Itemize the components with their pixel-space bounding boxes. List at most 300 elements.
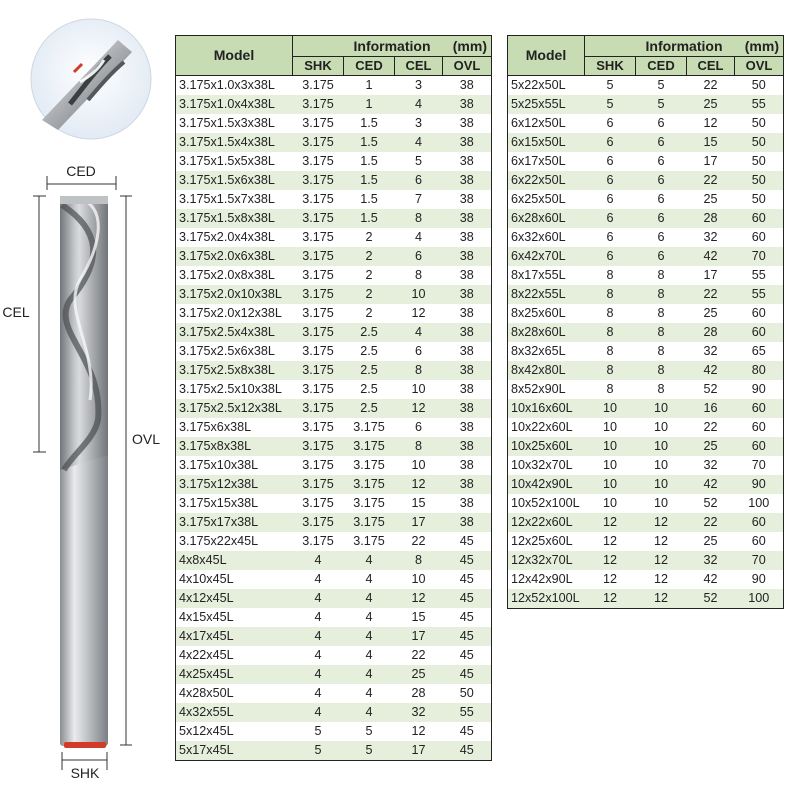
model-cell: 4x12x45L: [176, 589, 293, 608]
shk-cell: 12: [585, 570, 636, 589]
table-row: [176, 418, 492, 437]
ovl-cell: 38: [443, 209, 492, 228]
cel-cell: 7: [395, 190, 443, 209]
cel-cell: 12: [395, 304, 443, 323]
cel-cell: 8: [395, 437, 443, 456]
shk-column-header: SHK: [293, 57, 344, 76]
ced-cell: 4: [344, 570, 395, 589]
information-title: Information: [353, 38, 431, 54]
table-row: [176, 323, 492, 342]
end-mill-body: [60, 196, 108, 748]
table-row: [176, 627, 492, 646]
model-header: Model: [508, 36, 585, 76]
table-row: [176, 133, 492, 152]
cel-label: CEL: [2, 304, 30, 320]
ced-cell: 2: [344, 304, 395, 323]
cel-cell: 25: [687, 437, 735, 456]
ced-cell: 6: [636, 228, 687, 247]
table-row: [176, 665, 492, 684]
table-row: [176, 95, 492, 114]
ced-cell: 10: [636, 456, 687, 475]
unit-label: (mm): [452, 38, 487, 54]
table-row: [176, 570, 492, 589]
ced-dimension: [47, 163, 116, 190]
ovl-cell: 38: [443, 133, 492, 152]
table-row: [176, 589, 492, 608]
cel-cell: 42: [687, 570, 735, 589]
ced-cell: 8: [636, 266, 687, 285]
table-row: [508, 95, 784, 114]
cel-cell: 42: [687, 475, 735, 494]
ced-cell: 8: [636, 380, 687, 399]
table-row: [176, 266, 492, 285]
cel-cell: 10: [395, 570, 443, 589]
ced-cell: 3.175: [344, 494, 395, 513]
cel-cell: 4: [395, 228, 443, 247]
table-row: [176, 285, 492, 304]
table-row: [508, 342, 784, 361]
model-cell: 3.175x2.0x6x38L: [176, 247, 293, 266]
ovl-cell: 90: [735, 380, 784, 399]
model-cell: 5x17x45L: [176, 741, 293, 761]
cel-cell: 6: [395, 342, 443, 361]
cel-cell: 22: [687, 513, 735, 532]
table-row: [176, 646, 492, 665]
model-cell: 12x32x70L: [508, 551, 585, 570]
ced-cell: 3.175: [344, 475, 395, 494]
model-cell: 3.175x2.0x8x38L: [176, 266, 293, 285]
ovl-cell: 50: [735, 190, 784, 209]
cel-cell: 32: [687, 456, 735, 475]
table-row: [176, 399, 492, 418]
cel-cell: 52: [687, 494, 735, 513]
table-row: [176, 361, 492, 380]
information-header: [293, 36, 492, 57]
cel-cell: 32: [395, 703, 443, 722]
ced-cell: 1: [344, 95, 395, 114]
model-cell: 3.175x22x45L: [176, 532, 293, 551]
cel-cell: 16: [687, 399, 735, 418]
table-row: [508, 589, 784, 609]
ovl-cell: 45: [443, 722, 492, 741]
cel-cell: 22: [395, 646, 443, 665]
ced-cell: 8: [636, 342, 687, 361]
ced-label: CED: [66, 163, 96, 179]
ovl-cell: 45: [443, 741, 492, 761]
shk-cell: 4: [293, 608, 344, 627]
ovl-cell: 60: [735, 532, 784, 551]
table-row: [176, 437, 492, 456]
model-cell: 12x42x90L: [508, 570, 585, 589]
table-row: [508, 456, 784, 475]
table-row: [508, 323, 784, 342]
shk-cell: 8: [585, 323, 636, 342]
model-cell: 8x42x80L: [508, 361, 585, 380]
ced-cell: 10: [636, 475, 687, 494]
model-cell: 4x32x55L: [176, 703, 293, 722]
ced-cell: 6: [636, 209, 687, 228]
table-row: [508, 266, 784, 285]
ced-cell: 5: [636, 95, 687, 114]
shk-cell: 6: [585, 171, 636, 190]
shk-cell: 3.175: [293, 171, 344, 190]
model-cell: 3.175x10x38L: [176, 456, 293, 475]
ced-cell: 6: [636, 171, 687, 190]
model-cell: 5x12x45L: [176, 722, 293, 741]
ced-cell: 3.175: [344, 532, 395, 551]
table-row: [176, 741, 492, 761]
model-cell: 3.175x8x38L: [176, 437, 293, 456]
cel-cell: 6: [395, 418, 443, 437]
cel-column-header: CEL: [395, 57, 443, 76]
table-row: [176, 684, 492, 703]
model-cell: 5x22x50L: [508, 76, 585, 96]
ced-cell: 6: [636, 152, 687, 171]
cel-cell: 22: [687, 171, 735, 190]
ovl-cell: 55: [735, 285, 784, 304]
shk-cell: 6: [585, 152, 636, 171]
ced-cell: 5: [344, 741, 395, 761]
model-cell: 6x12x50L: [508, 114, 585, 133]
shk-cell: 3.175: [293, 399, 344, 418]
ovl-cell: 38: [443, 361, 492, 380]
cel-cell: 22: [687, 285, 735, 304]
shk-cell: 4: [293, 665, 344, 684]
shk-cell: 3.175: [293, 152, 344, 171]
shk-cell: 3.175: [293, 380, 344, 399]
table-row: [508, 152, 784, 171]
model-cell: 3.175x2.5x4x38L: [176, 323, 293, 342]
shk-cell: 3.175: [293, 190, 344, 209]
ovl-cell: 38: [443, 266, 492, 285]
ovl-cell: 60: [735, 513, 784, 532]
cel-cell: 32: [687, 551, 735, 570]
model-cell: 4x25x45L: [176, 665, 293, 684]
table-row: [176, 228, 492, 247]
ced-cell: 2.5: [344, 399, 395, 418]
cel-cell: 15: [395, 494, 443, 513]
ovl-cell: 38: [443, 342, 492, 361]
model-cell: 3.175x2.5x12x38L: [176, 399, 293, 418]
ced-cell: 4: [344, 703, 395, 722]
ced-cell: 1.5: [344, 171, 395, 190]
ovl-cell: 45: [443, 589, 492, 608]
shk-cell: 8: [585, 361, 636, 380]
ovl-label: OVL: [131, 431, 161, 447]
model-cell: 4x10x45L: [176, 570, 293, 589]
table-row: [508, 133, 784, 152]
model-cell: 8x22x55L: [508, 285, 585, 304]
table-row: [176, 608, 492, 627]
ced-cell: 4: [344, 665, 395, 684]
shk-cell: 6: [585, 190, 636, 209]
model-cell: 8x25x60L: [508, 304, 585, 323]
shk-cell: 6: [585, 114, 636, 133]
cel-cell: 12: [395, 399, 443, 418]
ovl-cell: 60: [735, 437, 784, 456]
shk-cell: 12: [585, 532, 636, 551]
model-cell: 3.175x1.0x4x38L: [176, 95, 293, 114]
cel-cell: 4: [395, 95, 443, 114]
ovl-cell: 38: [443, 456, 492, 475]
shk-cell: 4: [293, 570, 344, 589]
ovl-cell: 60: [735, 304, 784, 323]
table-row: [176, 551, 492, 570]
cel-cell: 5: [395, 152, 443, 171]
model-cell: 6x32x60L: [508, 228, 585, 247]
cel-cell: 22: [687, 76, 735, 96]
table-row: [508, 304, 784, 323]
ced-cell: 2: [344, 285, 395, 304]
ovl-cell: 45: [443, 570, 492, 589]
cel-cell: 4: [395, 323, 443, 342]
table-row: [176, 380, 492, 399]
cel-cell: 17: [395, 513, 443, 532]
ovl-cell: 38: [443, 171, 492, 190]
shk-cell: 3.175: [293, 532, 344, 551]
ced-cell: 8: [636, 304, 687, 323]
table-row: [508, 532, 784, 551]
shk-cell: 10: [585, 475, 636, 494]
model-cell: 6x28x60L: [508, 209, 585, 228]
model-cell: 6x15x50L: [508, 133, 585, 152]
model-cell: 8x32x65L: [508, 342, 585, 361]
shk-cell: 3.175: [293, 285, 344, 304]
ced-cell: 3.175: [344, 456, 395, 475]
ced-cell: 1.5: [344, 190, 395, 209]
ced-cell: 8: [636, 285, 687, 304]
table-row: [508, 190, 784, 209]
ced-cell: 1.5: [344, 152, 395, 171]
shk-cell: 10: [585, 456, 636, 475]
cel-cell: 12: [687, 114, 735, 133]
shk-cell: 10: [585, 399, 636, 418]
ced-cell: 10: [636, 437, 687, 456]
ced-cell: 2: [344, 247, 395, 266]
model-cell: 4x15x45L: [176, 608, 293, 627]
ovl-cell: 38: [443, 285, 492, 304]
cel-cell: 6: [395, 247, 443, 266]
model-cell: 3.175x2.5x8x38L: [176, 361, 293, 380]
ced-cell: 2.5: [344, 323, 395, 342]
ced-cell: 10: [636, 418, 687, 437]
shk-cell: 5: [293, 722, 344, 741]
table-row: [508, 76, 784, 96]
table-row: [176, 513, 492, 532]
cel-cell: 25: [687, 95, 735, 114]
ced-cell: 6: [636, 247, 687, 266]
ced-cell: 12: [636, 532, 687, 551]
ced-cell: 6: [636, 114, 687, 133]
model-cell: 6x25x50L: [508, 190, 585, 209]
table-row: [176, 722, 492, 741]
unit-label: (mm): [744, 38, 779, 54]
cel-cell: 28: [687, 323, 735, 342]
ovl-cell: 100: [735, 494, 784, 513]
table-row: [508, 114, 784, 133]
table-row: [176, 494, 492, 513]
model-cell: 3.175x1.5x8x38L: [176, 209, 293, 228]
cel-cell: 17: [687, 152, 735, 171]
cel-cell: 52: [687, 380, 735, 399]
ovl-cell: 38: [443, 76, 492, 96]
spec-table-right: [507, 35, 784, 609]
ced-cell: 10: [636, 494, 687, 513]
model-cell: 10x32x70L: [508, 456, 585, 475]
information-title: Information: [645, 38, 723, 54]
model-cell: 3.175x2.0x4x38L: [176, 228, 293, 247]
shk-cell: 3.175: [293, 418, 344, 437]
model-cell: 3.175x6x38L: [176, 418, 293, 437]
model-cell: 10x25x60L: [508, 437, 585, 456]
model-cell: 10x42x90L: [508, 475, 585, 494]
shk-cell: 8: [585, 380, 636, 399]
ovl-cell: 38: [443, 380, 492, 399]
shk-cell: 6: [585, 228, 636, 247]
table-row: [176, 532, 492, 551]
table-row: [508, 285, 784, 304]
ced-cell: 2.5: [344, 342, 395, 361]
shk-cell: 3.175: [293, 133, 344, 152]
model-cell: 10x16x60L: [508, 399, 585, 418]
ced-cell: 8: [636, 361, 687, 380]
shk-cell: 8: [585, 285, 636, 304]
model-cell: 8x28x60L: [508, 323, 585, 342]
ced-column-header: CED: [636, 57, 687, 76]
table-row: [176, 171, 492, 190]
ovl-cell: 38: [443, 494, 492, 513]
ovl-cell: 50: [735, 171, 784, 190]
shk-cell: 8: [585, 266, 636, 285]
ovl-cell: 70: [735, 247, 784, 266]
ovl-cell: 70: [735, 456, 784, 475]
cel-cell: 8: [395, 361, 443, 380]
cel-cell: 22: [687, 418, 735, 437]
shk-cell: 3.175: [293, 475, 344, 494]
model-cell: 12x52x100L: [508, 589, 585, 609]
ced-cell: 3.175: [344, 437, 395, 456]
cel-cell: 32: [687, 228, 735, 247]
shk-cell: 4: [293, 589, 344, 608]
table-row: [176, 475, 492, 494]
ovl-cell: 50: [735, 114, 784, 133]
ced-cell: 4: [344, 646, 395, 665]
shk-cell: 5: [585, 95, 636, 114]
cel-cell: 32: [687, 342, 735, 361]
cel-cell: 10: [395, 285, 443, 304]
ovl-cell: 38: [443, 323, 492, 342]
ced-cell: 1.5: [344, 133, 395, 152]
ovl-cell: 60: [735, 418, 784, 437]
ced-cell: 2.5: [344, 361, 395, 380]
ovl-cell: 45: [443, 646, 492, 665]
ced-cell: 4: [344, 551, 395, 570]
ced-cell: 8: [636, 323, 687, 342]
shk-cell: 3.175: [293, 95, 344, 114]
cel-cell: 42: [687, 361, 735, 380]
cel-cell: 17: [395, 741, 443, 761]
ovl-cell: 55: [735, 95, 784, 114]
shk-column-header: SHK: [585, 57, 636, 76]
model-cell: 4x8x45L: [176, 551, 293, 570]
ovl-cell: 38: [443, 190, 492, 209]
ovl-cell: 100: [735, 589, 784, 609]
model-cell: 3.175x2.5x10x38L: [176, 380, 293, 399]
cel-cell: 12: [395, 475, 443, 494]
ovl-dimension: [120, 196, 160, 745]
model-cell: 3.175x15x38L: [176, 494, 293, 513]
table-row: [176, 304, 492, 323]
cel-dimension: [2, 196, 46, 452]
cel-cell: 12: [395, 722, 443, 741]
table-row: [508, 494, 784, 513]
cel-cell: 10: [395, 456, 443, 475]
table-row: [508, 475, 784, 494]
table-row: [176, 456, 492, 475]
model-cell: 3.175x12x38L: [176, 475, 293, 494]
shk-cell: 4: [293, 646, 344, 665]
cel-cell: 25: [687, 304, 735, 323]
shk-cell: 4: [293, 551, 344, 570]
ced-cell: 10: [636, 399, 687, 418]
ovl-cell: 38: [443, 475, 492, 494]
ced-cell: 12: [636, 513, 687, 532]
shk-cell: 3.175: [293, 114, 344, 133]
shk-label: SHK: [70, 765, 100, 781]
ovl-cell: 90: [735, 475, 784, 494]
ovl-cell: 50: [735, 133, 784, 152]
model-cell: 6x17x50L: [508, 152, 585, 171]
shk-dimension: [62, 752, 107, 781]
cel-cell: 28: [395, 684, 443, 703]
table-row: [508, 247, 784, 266]
information-header: [585, 36, 784, 57]
ovl-cell: 38: [443, 95, 492, 114]
model-cell: 3.175x17x38L: [176, 513, 293, 532]
ced-cell: 2: [344, 266, 395, 285]
table-row: [176, 76, 492, 96]
ced-column-header: CED: [344, 57, 395, 76]
cel-cell: 3: [395, 76, 443, 96]
ovl-cell: 50: [735, 76, 784, 96]
cel-cell: 4: [395, 133, 443, 152]
table-row: [176, 342, 492, 361]
shk-cell: 6: [585, 209, 636, 228]
shk-cell: 4: [293, 703, 344, 722]
shk-cell: 3.175: [293, 247, 344, 266]
ovl-cell: 38: [443, 114, 492, 133]
shk-cell: 10: [585, 437, 636, 456]
cel-cell: 28: [687, 209, 735, 228]
model-cell: 8x52x90L: [508, 380, 585, 399]
ovl-cell: 38: [443, 304, 492, 323]
shk-cell: 3.175: [293, 437, 344, 456]
ced-cell: 2.5: [344, 380, 395, 399]
ovl-cell: 60: [735, 209, 784, 228]
model-cell: 3.175x2.0x10x38L: [176, 285, 293, 304]
ovl-cell: 60: [735, 399, 784, 418]
ced-cell: 4: [344, 627, 395, 646]
cel-cell: 15: [687, 133, 735, 152]
table-row: [176, 247, 492, 266]
shk-cell: 6: [585, 133, 636, 152]
shk-cell: 3.175: [293, 266, 344, 285]
model-cell: 3.175x1.5x7x38L: [176, 190, 293, 209]
spec-table-left: [175, 35, 492, 761]
table-row: [176, 114, 492, 133]
ovl-cell: 45: [443, 627, 492, 646]
ced-cell: 2: [344, 228, 395, 247]
